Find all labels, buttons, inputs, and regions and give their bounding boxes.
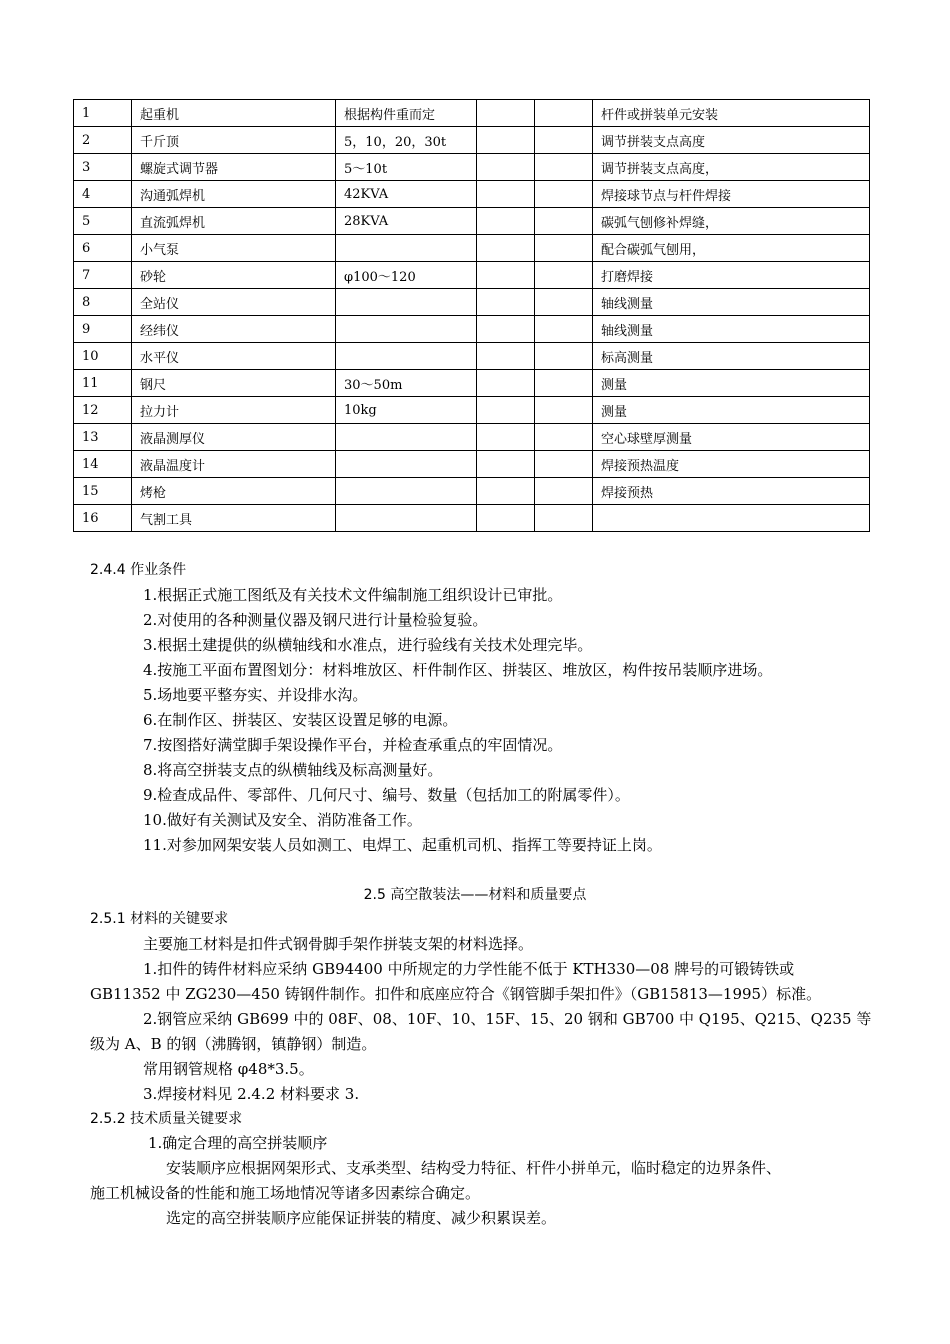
cell-index: 1 bbox=[74, 100, 132, 127]
cell-purpose: 调节拼装支点高度 bbox=[593, 127, 870, 154]
condition-item: 4.按施工平面布置图划分：材料堆放区、杆件制作区、拼装区、堆放区，构件按吊装顺序进场。 bbox=[143, 661, 773, 679]
cell-name: 液晶测厚仪 bbox=[132, 424, 336, 451]
cell-purpose: 测量 bbox=[593, 397, 870, 424]
cell-blank-a bbox=[477, 100, 535, 127]
paragraph-line: GB11352 中 ZG230—450 铸钢件制作。扣件和底座应符合《钢管脚手架扣件》（GB15813—1995）标准。 bbox=[90, 985, 822, 1003]
table-row bbox=[74, 424, 870, 451]
cell-blank-b bbox=[535, 343, 593, 370]
paragraph-line: 2.钢管应采纳 GB699 中的 08F、08、10F、10、15F、15、20 钢和 GB700 中 Q195、Q215、Q235 等 bbox=[143, 1010, 872, 1028]
condition-item: 5.场地要平整夯实、并设排水沟。 bbox=[143, 686, 368, 704]
cell-purpose: 空心球壁厚测量 bbox=[593, 424, 870, 451]
cell-index: 9 bbox=[74, 316, 132, 343]
item-title: 1.确定合理的高空拼装顺序 bbox=[148, 1134, 328, 1152]
paragraph-line: 1.扣件的铸件材料应采纳 GB94400 中所规定的力学性能不低于 KTH330—08 牌号的可锻铸铁或 bbox=[143, 960, 795, 978]
table-row bbox=[74, 235, 870, 262]
cell-purpose: 碳弧气刨修补焊缝， bbox=[593, 208, 870, 235]
cell-purpose: 打磨焊接 bbox=[593, 262, 870, 289]
cell-index: 6 bbox=[74, 235, 132, 262]
cell-blank-b bbox=[535, 424, 593, 451]
cell-purpose: 调节拼装支点高度， bbox=[593, 154, 870, 181]
condition-item: 9.检查成品件、零部件、几何尺寸、编号、数量（包括加工的附属零件）。 bbox=[143, 786, 630, 804]
table-row bbox=[74, 505, 870, 532]
cell-spec: φ100～120 bbox=[336, 262, 477, 289]
cell-index: 11 bbox=[74, 370, 132, 397]
cell-blank-a bbox=[477, 397, 535, 424]
cell-blank-b bbox=[535, 478, 593, 505]
cell-spec bbox=[336, 235, 477, 262]
cell-blank-b bbox=[535, 397, 593, 424]
cell-name: 烤枪 bbox=[132, 478, 336, 505]
condition-item: 10.做好有关测试及安全、消防准备工作。 bbox=[143, 811, 422, 829]
cell-index: 10 bbox=[74, 343, 132, 370]
cell-purpose: 焊接球节点与杆件焊接 bbox=[593, 181, 870, 208]
section-title-2-5: 2.5 高空散装法——材料和质量要点 bbox=[363, 887, 587, 903]
cell-name: 经纬仪 bbox=[132, 316, 336, 343]
cell-spec: 根据构件重而定 bbox=[336, 100, 477, 127]
cell-spec: 42KVA bbox=[336, 181, 477, 208]
cell-spec bbox=[336, 316, 477, 343]
table-row bbox=[74, 370, 870, 397]
condition-item: 11.对参加网架安装人员如测工、电焊工、起重机司机、指挥工等要持证上岗。 bbox=[143, 836, 662, 854]
cell-blank-a bbox=[477, 343, 535, 370]
cell-index: 15 bbox=[74, 478, 132, 505]
table-row bbox=[74, 208, 870, 235]
cell-spec: 5，10，20，30t bbox=[336, 127, 477, 154]
cell-spec bbox=[336, 478, 477, 505]
cell-blank-a bbox=[477, 235, 535, 262]
cell-blank-a bbox=[477, 316, 535, 343]
cell-name: 沟通弧焊机 bbox=[132, 181, 336, 208]
condition-item: 2.对使用的各种测量仪器及钢尺进行计量检验复验。 bbox=[143, 611, 488, 629]
cell-blank-b bbox=[535, 154, 593, 181]
cell-blank-b bbox=[535, 289, 593, 316]
cell-name: 千斤顶 bbox=[132, 127, 336, 154]
cell-spec bbox=[336, 451, 477, 478]
cell-purpose: 轴线测量 bbox=[593, 289, 870, 316]
table-row bbox=[74, 343, 870, 370]
table-row bbox=[74, 316, 870, 343]
cell-purpose: 配合碳弧气刨用， bbox=[593, 235, 870, 262]
cell-purpose: 焊接预热 bbox=[593, 478, 870, 505]
cell-index: 12 bbox=[74, 397, 132, 424]
cell-blank-a bbox=[477, 370, 535, 397]
cell-name: 砂轮 bbox=[132, 262, 336, 289]
paragraph-line: 安装顺序应根据网架形式、支承类型、结构受力特征、杆件小拼单元，临时稳定的边界条件、 bbox=[166, 1159, 782, 1177]
condition-item: 6.在制作区、拼装区、安装区设置足够的电源。 bbox=[143, 711, 458, 729]
paragraph-line: 3.焊接材料见 2.4.2 材料要求 3. bbox=[143, 1085, 360, 1103]
cell-index: 2 bbox=[74, 127, 132, 154]
table-row bbox=[74, 451, 870, 478]
cell-spec: 28KVA bbox=[336, 208, 477, 235]
condition-item: 8.将高空拼装支点的纵横轴线及标高测量好。 bbox=[143, 761, 443, 779]
paragraph-line: 级为 A、B 的钢（沸腾钢，镇静钢）制造。 bbox=[90, 1035, 377, 1053]
cell-name: 全站仪 bbox=[132, 289, 336, 316]
table-row bbox=[74, 262, 870, 289]
cell-index: 4 bbox=[74, 181, 132, 208]
cell-blank-a bbox=[477, 181, 535, 208]
condition-item: 3.根据土建提供的纵横轴线和水准点，进行验线有关技术处理完毕。 bbox=[143, 636, 593, 654]
cell-index: 7 bbox=[74, 262, 132, 289]
cell-spec bbox=[336, 289, 477, 316]
cell-spec: 10kg bbox=[336, 397, 477, 424]
cell-purpose: 轴线测量 bbox=[593, 316, 870, 343]
cell-name: 小气泵 bbox=[132, 235, 336, 262]
cell-spec: 5～10t bbox=[336, 154, 477, 181]
table-row bbox=[74, 100, 870, 127]
cell-blank-a bbox=[477, 289, 535, 316]
cell-name: 直流弧焊机 bbox=[132, 208, 336, 235]
cell-blank-a bbox=[477, 208, 535, 235]
table-row bbox=[74, 181, 870, 208]
cell-blank-b bbox=[535, 451, 593, 478]
cell-blank-a bbox=[477, 154, 535, 181]
condition-item: 1.根据正式施工图纸及有关技术文件编制施工组织设计已审批。 bbox=[143, 586, 563, 604]
cell-blank-b bbox=[535, 370, 593, 397]
cell-index: 8 bbox=[74, 289, 132, 316]
table-row bbox=[74, 154, 870, 181]
equipment-table bbox=[73, 99, 870, 532]
cell-spec bbox=[336, 505, 477, 532]
cell-index: 5 bbox=[74, 208, 132, 235]
cell-name: 起重机 bbox=[132, 100, 336, 127]
cell-blank-a bbox=[477, 424, 535, 451]
cell-index: 3 bbox=[74, 154, 132, 181]
cell-blank-b bbox=[535, 127, 593, 154]
cell-blank-b bbox=[535, 100, 593, 127]
cell-name: 拉力计 bbox=[132, 397, 336, 424]
paragraph-line: 选定的高空拼装顺序应能保证拼装的精度、减少积累误差。 bbox=[166, 1209, 557, 1227]
cell-blank-a bbox=[477, 127, 535, 154]
cell-index: 13 bbox=[74, 424, 132, 451]
paragraph-line: 常用钢管规格 φ48*3.5。 bbox=[143, 1060, 314, 1078]
cell-purpose: 焊接预热温度 bbox=[593, 451, 870, 478]
equipment-table-body bbox=[74, 100, 870, 532]
table-row bbox=[74, 397, 870, 424]
cell-name: 气割工具 bbox=[132, 505, 336, 532]
cell-blank-b bbox=[535, 316, 593, 343]
cell-blank-b bbox=[535, 505, 593, 532]
cell-purpose: 测量 bbox=[593, 370, 870, 397]
table-row bbox=[74, 289, 870, 316]
cell-purpose bbox=[593, 505, 870, 532]
cell-blank-a bbox=[477, 262, 535, 289]
cell-blank-a bbox=[477, 451, 535, 478]
paragraph-line: 施工机械设备的性能和施工场地情况等诸多因素综合确定。 bbox=[90, 1184, 481, 1202]
cell-name: 螺旋式调节器 bbox=[132, 154, 336, 181]
cell-spec bbox=[336, 343, 477, 370]
cell-blank-a bbox=[477, 505, 535, 532]
section-heading-2-5-2: 2.5.2 技术质量关键要求 bbox=[90, 1111, 243, 1127]
table-row bbox=[74, 127, 870, 154]
cell-spec: 30～50m bbox=[336, 370, 477, 397]
section-heading-2-5-1: 2.5.1 材料的关键要求 bbox=[90, 911, 229, 927]
cell-blank-b bbox=[535, 181, 593, 208]
paragraph-line: 主要施工材料是扣件式钢骨脚手架作拼装支架的材料选择。 bbox=[143, 935, 534, 953]
cell-blank-b bbox=[535, 208, 593, 235]
cell-purpose: 杆件或拼装单元安装 bbox=[593, 100, 870, 127]
condition-item: 7.按图搭好满堂脚手架设操作平台，并检查承重点的牢固情况。 bbox=[143, 736, 563, 754]
cell-index: 16 bbox=[74, 505, 132, 532]
cell-blank-b bbox=[535, 235, 593, 262]
cell-spec bbox=[336, 424, 477, 451]
section-heading-2-4-4: 2.4.4 作业条件 bbox=[90, 562, 187, 578]
cell-name: 钢尺 bbox=[132, 370, 336, 397]
table-row bbox=[74, 478, 870, 505]
cell-purpose: 标高测量 bbox=[593, 343, 870, 370]
cell-index: 14 bbox=[74, 451, 132, 478]
cell-name: 液晶温度计 bbox=[132, 451, 336, 478]
cell-name: 水平仪 bbox=[132, 343, 336, 370]
cell-blank-a bbox=[477, 478, 535, 505]
cell-blank-b bbox=[535, 262, 593, 289]
